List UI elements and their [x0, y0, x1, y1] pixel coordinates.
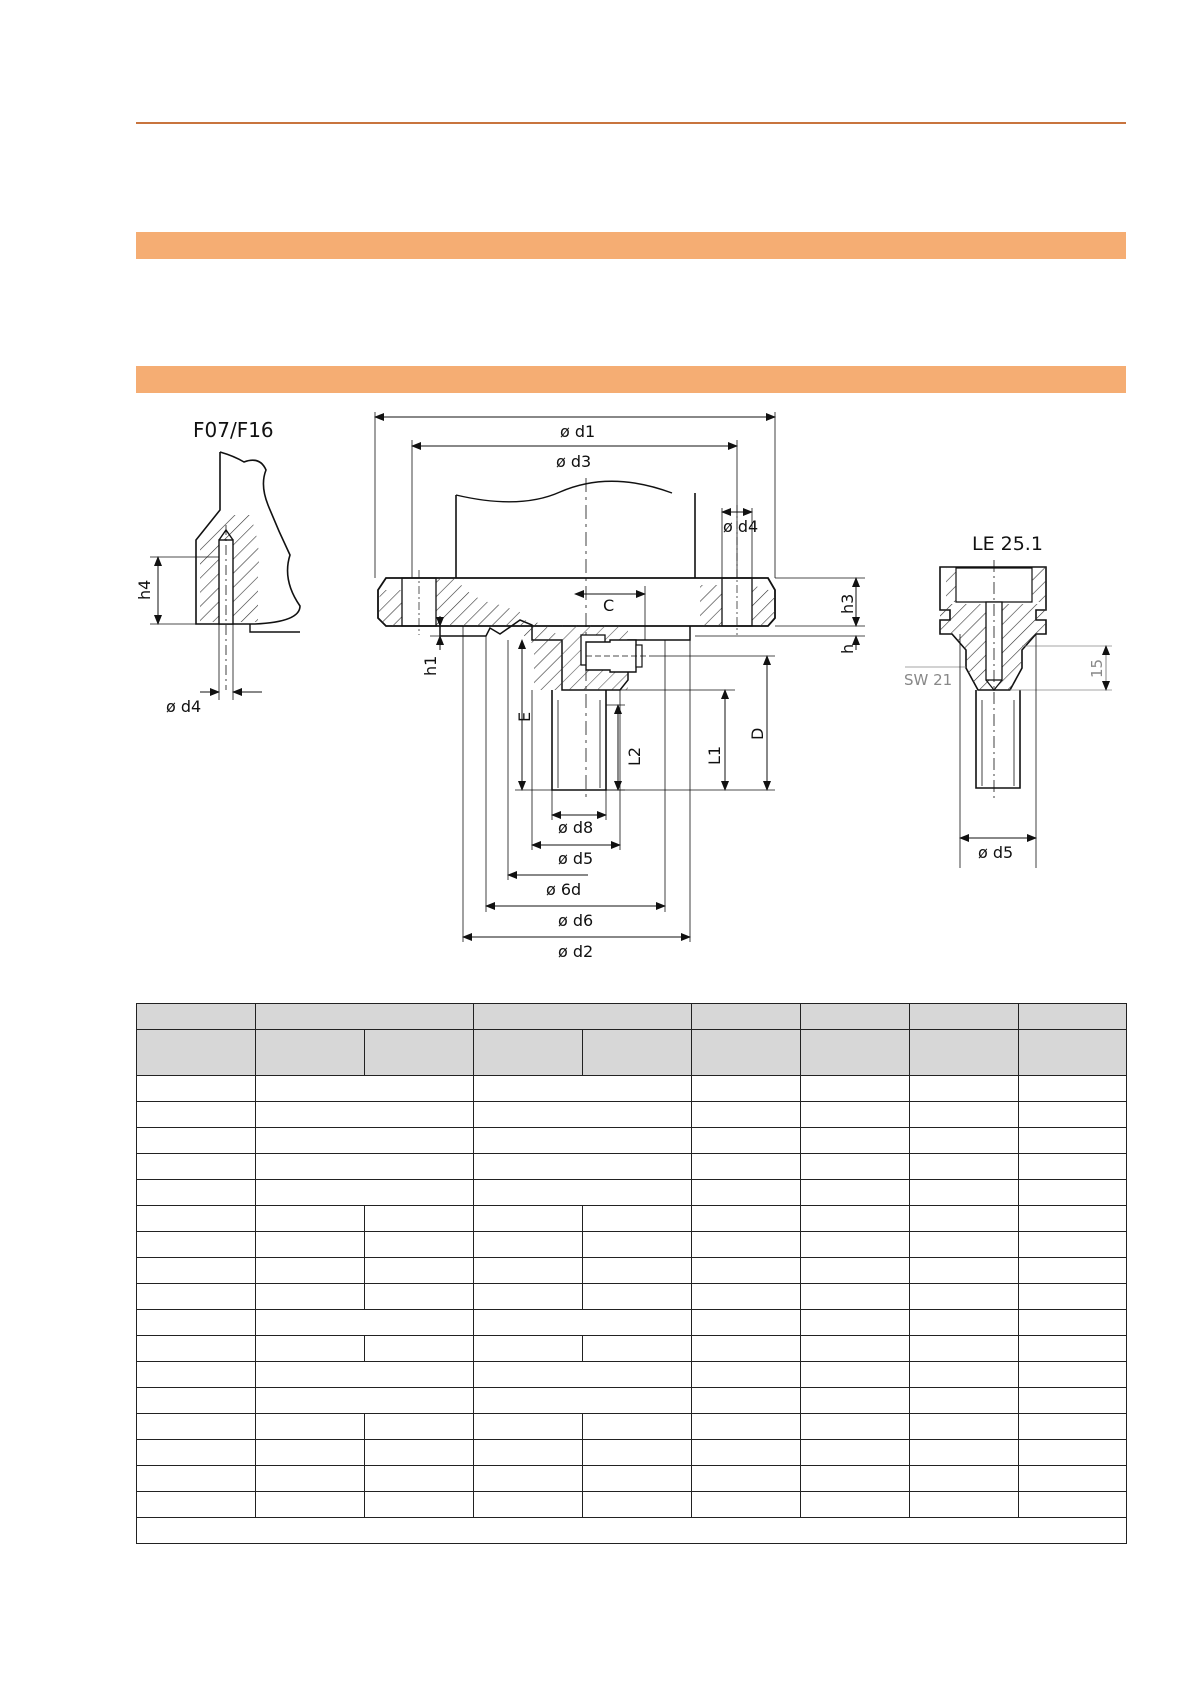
table-row — [137, 1414, 1127, 1440]
main-h1-label: h1 — [421, 655, 440, 676]
table-row — [137, 1492, 1127, 1518]
table-row — [137, 1180, 1127, 1206]
right-view-15-label: 15 — [1088, 658, 1106, 678]
table-row — [137, 1128, 1127, 1154]
table-row — [137, 1154, 1127, 1180]
table-row — [137, 1466, 1127, 1492]
table-row — [137, 1102, 1127, 1128]
main-d2-label: ø d2 — [558, 942, 594, 960]
table-header-row — [137, 1004, 1127, 1030]
table-row — [137, 1232, 1127, 1258]
main-6d-label: ø 6d — [546, 880, 582, 899]
header-rule — [136, 122, 1126, 124]
right-view-sw-label: SW 21 — [904, 671, 953, 689]
table-footer-row — [137, 1518, 1127, 1544]
table-row — [137, 1310, 1127, 1336]
right-view-title: LE 25.1 — [972, 533, 1043, 555]
main-d-label: D — [748, 727, 767, 740]
main-d6-label: ø d6 — [558, 911, 594, 930]
section-band-2 — [136, 366, 1126, 393]
main-d5-label: ø d5 — [558, 849, 594, 868]
table-row — [137, 1440, 1127, 1466]
table-row — [137, 1336, 1127, 1362]
table-header-row — [137, 1030, 1127, 1076]
main-h3-label: h3 — [838, 593, 857, 614]
left-view-title: F07/F16 — [193, 418, 274, 442]
main-c-label: C — [603, 596, 615, 615]
left-view-h4-label: h4 — [135, 579, 154, 600]
main-d1-label: ø d1 — [560, 422, 596, 441]
table-row — [137, 1362, 1127, 1388]
right-view-d5-label: ø d5 — [978, 843, 1014, 862]
main-d4-label: ø d4 — [723, 517, 759, 536]
section-band-1 — [136, 232, 1126, 259]
right-view — [904, 533, 1112, 868]
table-row — [137, 1258, 1127, 1284]
left-view — [135, 418, 300, 716]
spec-table — [136, 1003, 1127, 1544]
spec-table-wrapper — [136, 1003, 1127, 1544]
main-l1-label: L1 — [705, 745, 724, 765]
technical-drawing — [0, 400, 1191, 960]
table-row — [137, 1206, 1127, 1232]
table-row — [137, 1284, 1127, 1310]
main-d3-label: ø d3 — [556, 452, 592, 471]
main-l2-label: L2 — [625, 746, 644, 766]
main-h-label: h — [838, 643, 857, 654]
main-view — [375, 412, 865, 960]
main-d8-label: ø d8 — [558, 818, 594, 837]
table-row — [137, 1388, 1127, 1414]
main-e-label: E — [515, 711, 534, 722]
left-view-d4-label: ø d4 — [166, 697, 202, 716]
table-row — [137, 1076, 1127, 1102]
